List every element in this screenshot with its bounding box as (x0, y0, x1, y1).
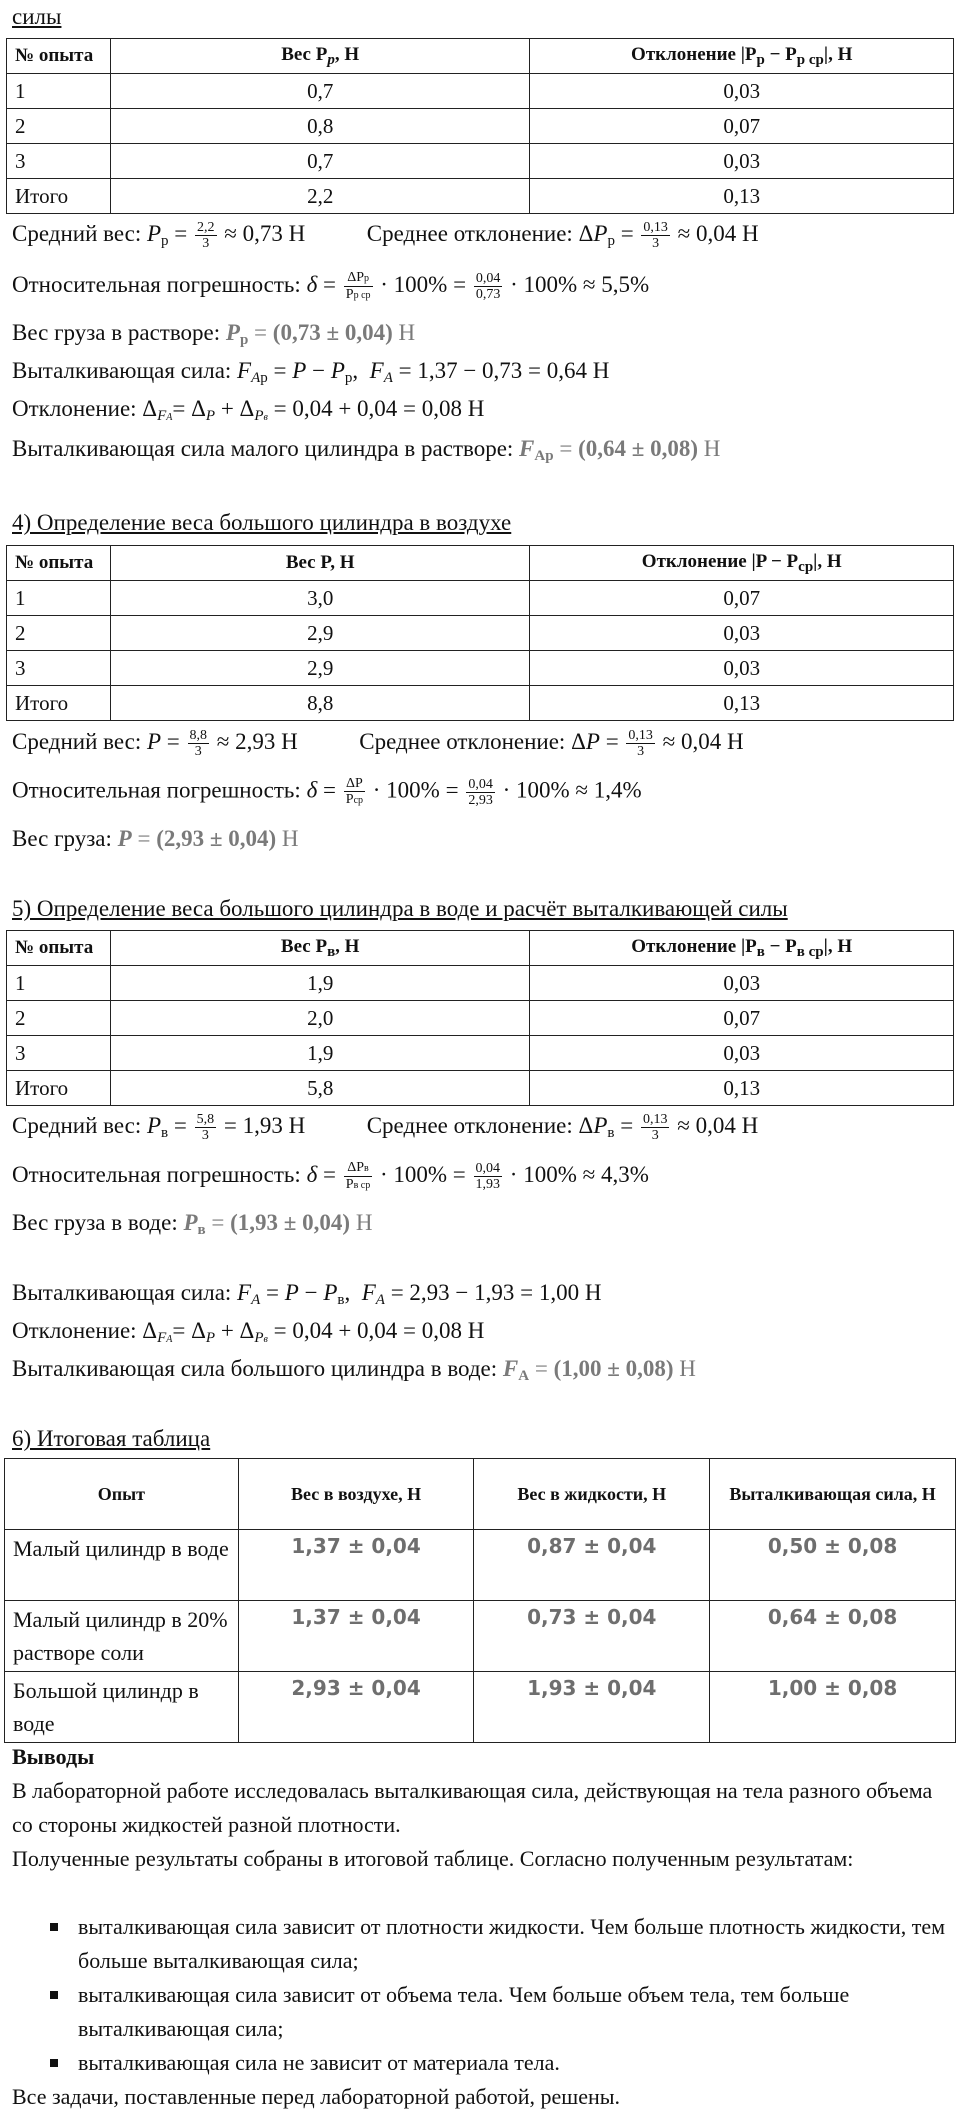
cell: 0,87 ± 0,04 (474, 1530, 710, 1601)
col-header-trial: № опыта (7, 39, 111, 74)
cell: Малый цилиндр в воде (5, 1530, 239, 1601)
fraction: $\frac{2,2}{3}$ (197, 220, 215, 251)
sec3-deviation: Отклонение: $\Delta_{FA}= \Delta_P + \Delta_{Pв} = 0,04 + 0,04 = 0,08$ Н (12, 396, 485, 424)
col-header-trial: № опыта (7, 931, 111, 966)
cell: 0,03 (530, 74, 954, 109)
sec5-average-line: Средний вес: $P_в$ = $\frac{5,8}{3}$ = 1,93 Н Среднее отклонение: $\Delta P_в$ = $\frac{0,13}{3}$ ≈ 0,04 Н (12, 1112, 759, 1143)
summary-table (4, 1458, 956, 1743)
table-row (5, 1530, 956, 1601)
cell: 3 (7, 144, 111, 179)
cell: 0,03 (530, 1036, 954, 1071)
list-item: выталкивающая сила зависит от объема тела. Чем больше объем тела, тем больше выталкивающая сила; (50, 1978, 950, 2046)
sec4-average-line: Средний вес: P = $\frac{8,8}{3}$ ≈ 2,93 Н Среднее отклонение: ΔP = $\frac{0,13}{3}$ ≈ 0,04 Н (12, 728, 744, 759)
conclusions-paragraph-2: Полученные результаты собраны в итоговой таблице. Согласно полученным результатам: (12, 1846, 854, 1871)
cell: Итого (7, 686, 111, 721)
cell: 0,73 ± 0,04 (474, 1601, 710, 1672)
cell: 3 (7, 651, 111, 686)
cell: Итого (7, 179, 111, 214)
bullet-icon (50, 2059, 58, 2067)
cell: 2,0 (110, 1001, 529, 1036)
cell: 0,07 (530, 1001, 954, 1036)
cell: 3,0 (110, 581, 529, 616)
sec3-weight-in-solution: Вес груза в растворе: $P_р = (0,73 \pm 0,04)$ Н (12, 320, 416, 348)
fraction: $\frac{0,13}{3}$ (643, 220, 668, 251)
cell: 0,13 (530, 686, 954, 721)
col-header-deviation: Отклонение $|P_в - P_{в ср}|$, Н (530, 931, 954, 966)
col-header-weight: Вес $P_р$, Н (110, 39, 529, 74)
table-header-row (7, 39, 954, 74)
cell: Большой цилиндр в воде (5, 1672, 239, 1743)
cell: 2 (7, 109, 111, 144)
sec5-buoyant-force: Выталкивающая сила: $F_A = P - P_в$, $F_A = 2,93 - 1,93 = 1,00$ Н (12, 1280, 602, 1308)
cell: Малый цилиндр в 20% растворе соли (5, 1601, 239, 1672)
section6-heading: 6) Итоговая таблица (12, 1426, 211, 1451)
cell: 0,07 (530, 581, 954, 616)
cell: 1 (7, 74, 111, 109)
sec3-relative-error: Относительная погрешность: δ = $\frac{\text{ΔPр}}{\text{Pр ср}}$ · 100% = $\frac{0,04}{0,73}$ · 100% ≈ 5,5% (12, 270, 650, 302)
cell: 2,9 (110, 616, 529, 651)
table-row (7, 74, 954, 109)
sec5-deviation: Отклонение: $\Delta_{FA}= \Delta_P + \Delta_{Pв} = 0,04 + 0,04 = 0,08$ Н (12, 1318, 485, 1346)
cell: 2,93 ± 0,04 (238, 1672, 474, 1743)
conclusions-paragraph-1: В лабораторной работе исследовалась выталкивающая сила, действующая на тела разного объема со стороны жидкостей разной плотности. (12, 1778, 933, 1837)
cell: 1,37 ± 0,04 (238, 1530, 474, 1601)
table-row (7, 651, 954, 686)
sec5-relative-error: Относительная погрешность: δ = $\frac{\text{ΔPв}}{\text{Pв ср}}$ · 100% = $\frac{0,04}{1,93}$ · 100% ≈ 4,3% (12, 1160, 649, 1192)
fraction: $\frac{8,8}{3}$ (189, 728, 208, 759)
sec3-final-force: Выталкивающая сила малого цилиндра в растворе: $F_{Aр} = (0,64 \pm 0,08)$ Н (12, 436, 721, 464)
cell: 0,64 ± 0,08 (710, 1601, 956, 1672)
col-header-deviation: Отклонение $|P_р - P_{р ср}|$, Н (530, 39, 954, 74)
table-row (7, 1071, 954, 1106)
fraction: $\frac{0,13}{3}$ (642, 1112, 668, 1143)
table-header-row (5, 1459, 956, 1530)
bullet-icon (50, 1923, 58, 1931)
fraction: $\frac{\Delta P}{\text{Pср}}$ (345, 776, 364, 807)
cell: 0,13 (530, 179, 954, 214)
fraction: $\frac{\text{ΔPв}}{\text{Pв ср}}$ (345, 1160, 371, 1192)
cell: 2,2 (110, 179, 529, 214)
table-row (7, 144, 954, 179)
fraction: $\frac{0,04}{2,93}$ (468, 776, 493, 808)
cell: 1 (7, 581, 111, 616)
cell: 1,37 ± 0,04 (238, 1601, 474, 1672)
cell: 0,7 (110, 74, 529, 109)
table-row (7, 179, 954, 214)
cell: 8,8 (110, 686, 529, 721)
col-header-weight-liquid: Вес в жидкости, Н (474, 1459, 710, 1530)
col-header-trial: № опыта (7, 546, 111, 581)
conclusions-title: Выводы (12, 1744, 95, 1769)
fraction: $\frac{5,8}{3}$ (196, 1112, 215, 1143)
table-row (7, 686, 954, 721)
sec3-buoyant-force: Выталкивающая сила: $F_{Aр} = P - P_р$, $F_A = 1,37 - 0,73 = 0,64$ Н (12, 358, 610, 386)
cell: 0,13 (530, 1071, 954, 1106)
fraction: $\frac{0,04}{0,73}$ (475, 271, 501, 302)
section4-heading: 4) Определение веса большого цилиндра в воздухе (12, 510, 512, 535)
col-header-weight-air: Вес в воздухе, Н (238, 1459, 474, 1530)
cell: 0,8 (110, 109, 529, 144)
cell: 1 (7, 966, 111, 1001)
col-header-experiment: Опыт (5, 1459, 239, 1530)
sec5-weight-in-water: Вес груза в воде: $P_в = (1,93 \pm 0,04)$ Н (12, 1210, 373, 1238)
table-row (7, 616, 954, 651)
sec5-final-force: Выталкивающая сила большого цилиндра в воде: $F_A = (1,00 \pm 0,08)$ Н (12, 1356, 696, 1384)
table-row (7, 1001, 954, 1036)
table-row (7, 1036, 954, 1071)
table-row (5, 1672, 956, 1743)
cell: 1,93 ± 0,04 (474, 1672, 710, 1743)
fraction: $\frac{0,13}{3}$ (628, 728, 653, 759)
cell: 2,9 (110, 651, 529, 686)
sec5-table (6, 930, 954, 1106)
fraction: $\frac{\text{ΔPр}}{\text{Pр ср}}$ (345, 270, 371, 302)
cell: 0,7 (110, 144, 529, 179)
section5-heading: 5) Определение веса большого цилиндра в воде и расчёт выталкивающей силы (12, 896, 788, 921)
table-row (7, 109, 954, 144)
sec4-weight: Вес груза: P = (2,93 ± 0,04) Н (12, 826, 299, 851)
col-header-weight: Вес $P_в$, Н (110, 931, 529, 966)
cell: 5,8 (110, 1071, 529, 1106)
col-header-buoyant-force: Выталкивающая сила, Н (710, 1459, 956, 1530)
cell: Итого (7, 1071, 111, 1106)
table-row (5, 1601, 956, 1672)
section3-heading-tail: силы (12, 4, 62, 29)
cell: 0,03 (530, 651, 954, 686)
table-row (7, 966, 954, 1001)
cell: 0,07 (530, 109, 954, 144)
col-header-weight: Вес P, Н (110, 546, 529, 581)
cell: 0,03 (530, 616, 954, 651)
cell: 0,03 (530, 144, 954, 179)
list-item: выталкивающая сила зависит от плотности жидкости. Чем больше плотность жидкости, тем больше выталкивающая сила; (50, 1910, 950, 1978)
conclusions-final: Все задачи, поставленные перед лабораторной работой, решены. (12, 2084, 621, 2109)
col-header-deviation: Отклонение $|P - P_{ср}|$, Н (530, 546, 954, 581)
sec3-average-line: Средний вес: $P_р$ = $\frac{2,2}{3}$ ≈ 0,73 Н Среднее отклонение: $\Delta P_р$ = $\frac{0,13}{3}$ ≈ 0,04 Н (12, 220, 759, 251)
cell: 2 (7, 616, 111, 651)
cell: 1,9 (110, 1036, 529, 1071)
conclusions-list (50, 1910, 950, 2080)
sec4-table (6, 545, 954, 721)
table-header-row (7, 546, 954, 581)
cell: 0,03 (530, 966, 954, 1001)
table-row (7, 581, 954, 616)
table-header-row (7, 931, 954, 966)
cell: 1,9 (110, 966, 529, 1001)
sec3-table (6, 38, 954, 214)
sec4-relative-error: Относительная погрешность: δ = $\frac{\Delta P}{\text{Pср}}$ · 100% = $\frac{0,04}{2,93}$ · 100% ≈ 1,4% (12, 776, 642, 808)
cell: 1,00 ± 0,08 (710, 1672, 956, 1743)
bullet-icon (50, 1991, 58, 1999)
cell: 0,50 ± 0,08 (710, 1530, 956, 1601)
fraction: $\frac{0,04}{1,93}$ (475, 1161, 501, 1192)
list-item: выталкивающая сила не зависит от материала тела. (50, 2046, 950, 2080)
cell: 2 (7, 1001, 111, 1036)
cell: 3 (7, 1036, 111, 1071)
